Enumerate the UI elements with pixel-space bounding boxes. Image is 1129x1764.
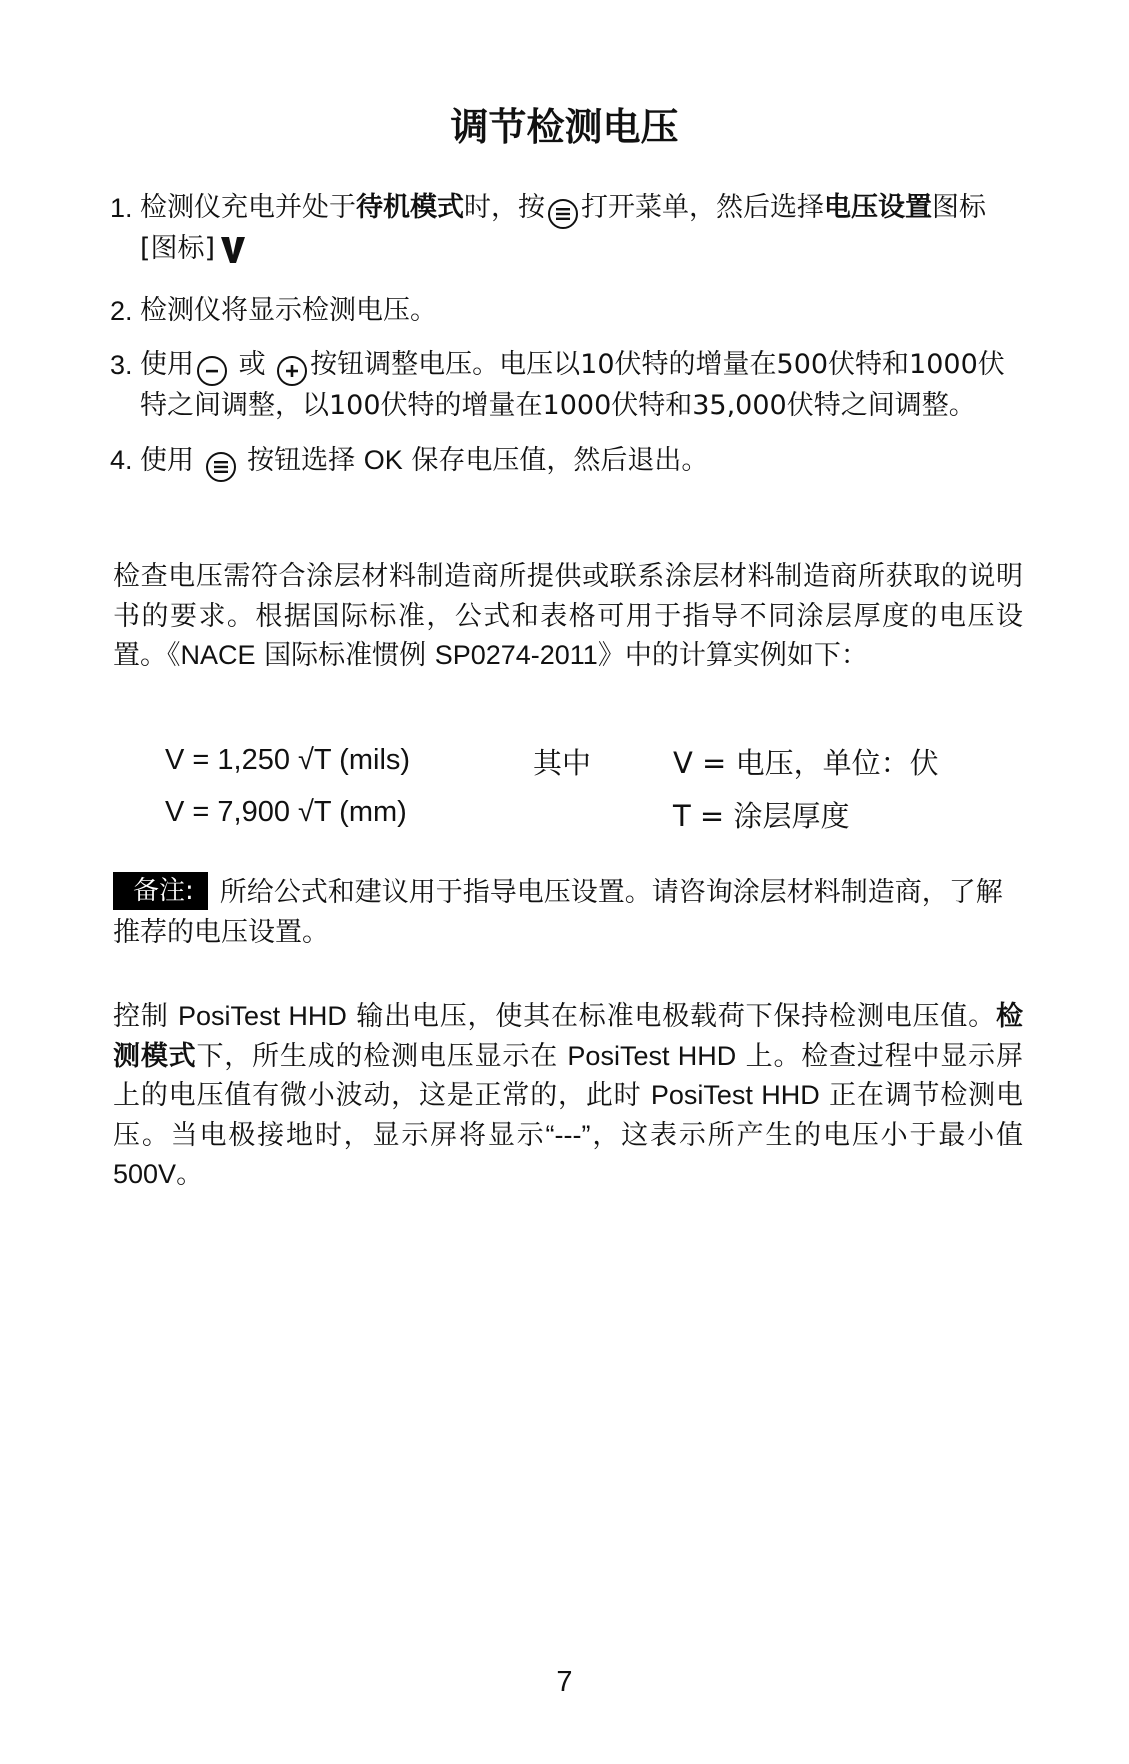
- product-name: PosiTest HHD: [178, 1001, 347, 1031]
- step-number: 3.: [110, 350, 133, 380]
- paragraph-text: 正在调节检测电压。当电极接地时，显示屏将显示: [113, 1080, 1023, 1151]
- step-3: [110, 345, 1010, 426]
- paragraph-text: 控制: [113, 1001, 179, 1032]
- menu-icon: [548, 199, 578, 229]
- step-number: 2.: [110, 296, 133, 326]
- paragraph-text: 下，所生成的检测电压显示在: [196, 1040, 568, 1072]
- paragraph-text: 上。检查过程中显示屏上的电压值有微小波动，这是正常的，此时: [113, 1040, 1023, 1111]
- standby-mode-label: 待机模式: [356, 192, 464, 223]
- paragraph-text: ，这表示所产生的电压小于最小值: [590, 1119, 1023, 1151]
- step-text: 按钮选择: [238, 445, 364, 476]
- step-text: 打开菜单，然后选择: [581, 192, 824, 223]
- step-number: 1.: [110, 193, 133, 223]
- formula-v-definition: V = 电压，单位：伏: [673, 746, 939, 780]
- step-text: 时，按: [464, 192, 545, 223]
- step-number: 4.: [110, 445, 133, 475]
- note-text: 所给公式和建议用于指导电压设置。请咨询涂层材料制造商，了解推荐的电压设置。: [113, 877, 1003, 948]
- step-text: 检测仪充电并处于: [140, 192, 356, 223]
- minus-icon: [197, 356, 227, 386]
- paragraph-voltage-control: [113, 997, 1023, 1195]
- note-label: 备注:: [113, 872, 208, 910]
- formula-mils: V = 1,250 √T (mils): [165, 744, 411, 776]
- formula-where-label: 其中: [533, 746, 592, 780]
- formula-t-definition: T = 涂层厚度: [673, 799, 850, 833]
- min-voltage: 500V: [113, 1159, 177, 1189]
- step-text: 使用: [140, 349, 194, 380]
- plus-icon: [277, 356, 307, 386]
- test-mode-label: 检测模式: [113, 1001, 1023, 1072]
- formula-mm: V = 7,900 √T (mm): [165, 796, 407, 828]
- voltage-setting-label: 电压设置: [824, 192, 932, 223]
- product-name: PosiTest HHD: [650, 1080, 820, 1110]
- paragraph-text: 》中的计算实例如下：: [597, 640, 868, 671]
- step-text: 图标[图标]: [140, 192, 986, 264]
- page-number: 7: [556, 1666, 573, 1698]
- paragraph-voltage-requirements: [113, 557, 1023, 676]
- step-1: [110, 188, 1010, 277]
- step-text: 使用: [140, 445, 203, 476]
- paragraph-text: 国际标准惯例: [255, 640, 435, 671]
- voltage-v-icon: [219, 235, 247, 277]
- standard-code: SP0274-2011: [434, 640, 598, 670]
- page-title: 调节检测电压: [450, 105, 679, 149]
- step-text: 保存电压值，然后退出。: [402, 445, 709, 476]
- step-4: [110, 440, 1010, 482]
- menu-icon: [206, 452, 236, 482]
- steps-list: [110, 188, 1010, 496]
- paragraph-text: 。: [176, 1159, 204, 1190]
- step-text: 按钮调整电压。电压以10伏特的增量在500伏特和1000伏特之间调整，以100伏特的增量在1000伏特和35,000伏特之间调整。: [140, 349, 1005, 421]
- step-2: [110, 291, 1010, 331]
- paragraph-text: 检查电压需符合涂层材料制造商所提供或联系涂层材料制造商所获取的说明书的要求。根据国际标准，公式和表格可用于指导不同涂层厚度的电压设置。《: [113, 561, 1023, 671]
- product-name: PosiTest HHD: [567, 1040, 737, 1071]
- nace-label: NACE: [180, 640, 256, 670]
- note-block: [113, 872, 1023, 952]
- ok-label: OK: [363, 445, 403, 475]
- step-text: 检测仪将显示检测电压。: [140, 295, 437, 326]
- paragraph-text: 输出电压，使其在标准电极载荷下保持检测电压值。: [346, 1001, 996, 1032]
- step-text: 或: [230, 349, 275, 380]
- dash-display: “---”: [545, 1119, 591, 1150]
